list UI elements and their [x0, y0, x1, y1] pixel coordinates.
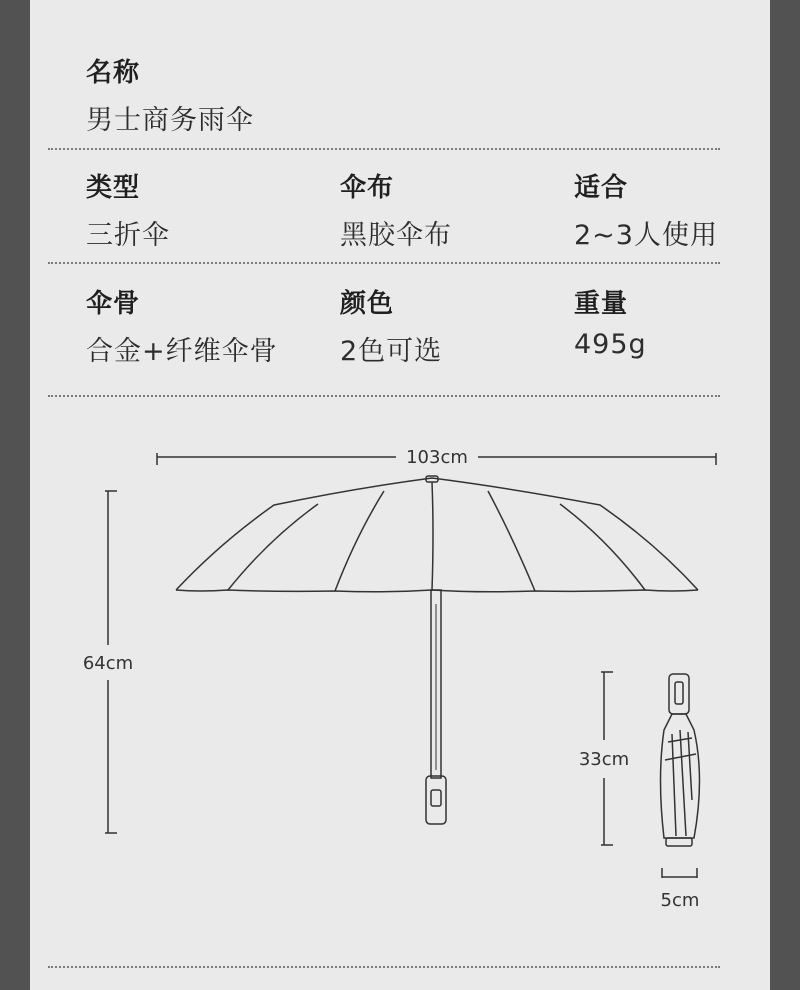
weight-label: 重量	[574, 289, 629, 319]
name-label: 名称	[86, 58, 141, 88]
color-value: 2色可选	[340, 336, 443, 367]
open-width-label: 103cm	[406, 447, 468, 468]
divider	[48, 966, 720, 968]
weight-value: 495g	[574, 329, 647, 360]
name-value: 男士商务雨伞	[86, 105, 254, 136]
frame-value: 合金+纤维伞骨	[86, 336, 278, 367]
folded-length-label: 33cm	[578, 749, 630, 770]
open-height-label: 64cm	[82, 653, 134, 674]
color-label: 颜色	[340, 289, 395, 319]
folded-width-label: 5cm	[660, 890, 700, 911]
frame-label: 伞骨	[86, 289, 141, 319]
type-label: 类型	[86, 173, 141, 203]
fabric-value: 黑胶伞布	[340, 220, 452, 251]
folded-umbrella-drawing	[661, 674, 700, 846]
open-umbrella-drawing	[176, 476, 698, 824]
suitable-value: 2~3人使用	[574, 220, 718, 251]
fabric-label: 伞布	[340, 173, 395, 203]
type-value: 三折伞	[86, 220, 170, 251]
suitable-label: 适合	[574, 173, 629, 203]
